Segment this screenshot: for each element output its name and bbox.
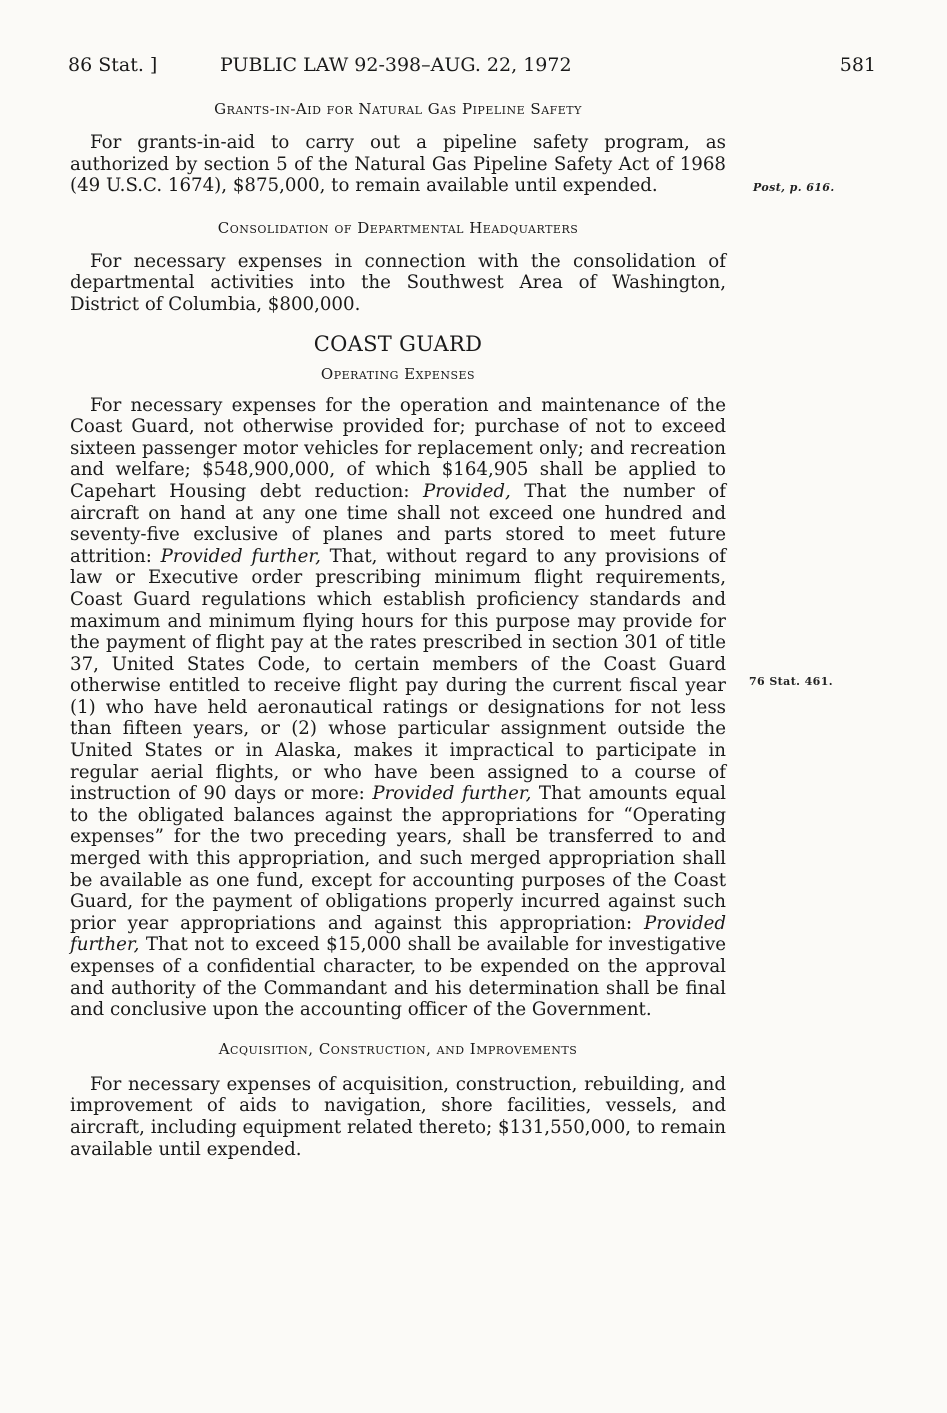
agency-heading: COAST GUARD: [313, 331, 483, 356]
section-title-consolidation: Consolidation of Departmental Headquarters: [217, 218, 579, 237]
paragraph-acquisition: For necessary expenses of acquisition, construction, rebuilding, and improvement of aids to navigation, shore facilities, vessels, and aircraft, including equipment related thereto; $131,550,000, to remain available until expended.: [70, 1073, 726, 1160]
paragraph-grants: For grants-in-aid to carry out a pipeline safety program, as authorized by section 5 of the Natural Gas Pipeline Safety Act of 1968 (49 U.S.C. 1674), $875,000, to remain available until expended.: [70, 132, 726, 197]
statute-reference: 86 Stat. ]: [68, 54, 158, 76]
section-title-operating: Operating Expenses: [320, 364, 476, 383]
page-number: 581: [839, 54, 876, 76]
margin-note-statute: 76 Stat. 461.: [749, 675, 834, 688]
section-title-grants: Grants-in-Aid for Natural Gas Pipeline Safety: [214, 100, 582, 118]
paragraph-operating: For necessary expenses for the operation and maintenance of the Coast Guard, not otherwise provided for; purchase of not to exceed sixteen passenger motor vehicles for replacement only; and recreation and welfare; $548,900,000, of which $164,905 shall be applied to Capehart Housing debt reduction: Provided, That the number of aircraft on hand at any one time shall not exceed one hundred and seventy-five exclusive of planes and parts stored to meet future attrition: Provided further, That, without regard to any provisions of law or Executive order prescribing minimum flight requirements, Coast Guard regulations which establish proficiency standards and maximum and minimum flying hours for this purpose may provide for the payment of flight pay at the rates prescribed in section 301 of title 37, United States Code, to certain members of the Coast Guard otherwise entitled to receive flight pay during the current fiscal year (1) who have held aeronautical ratings or designations for not less than fifteen years, or (2) whose particular assignment outside the United States or in Alaska, makes it impractical to participate in regular aerial flights, or who have been assigned to a course of instruction of 90 days or more: Provided further, That amounts equal to the obligated balances against the appropriations for “Operating expenses” for the two preceding years, shall be transferred to and merged with this appropriation, and such merged appropriation shall be available as one fund, except for accounting purposes of the Coast Guard, for the payment of obligations properly incurred against such prior year appropriations and against this appropriation: Provided further, That not to exceed $15,000 shall be available for investigative expenses of a confidential character, to be expended on the approval and authority of the Commandant and his determination shall be final and conclusive upon the accounting officer of the Government.: [70, 394, 727, 1021]
law-title: PUBLIC LAW 92-398–AUG. 22, 1972: [220, 54, 572, 76]
section-title-acquisition: Acquisition, Construction, and Improvements: [218, 1039, 578, 1058]
paragraph-consolidation: For necessary expenses in connection with the consolidation of departmental activities into the Southwest Area of Washington, District of Columbia, $800,000.: [70, 250, 726, 315]
body-column: [70, 100, 726, 1160]
margin-note-post: Post, p. 616.: [753, 181, 835, 194]
page-header: [68, 54, 876, 82]
